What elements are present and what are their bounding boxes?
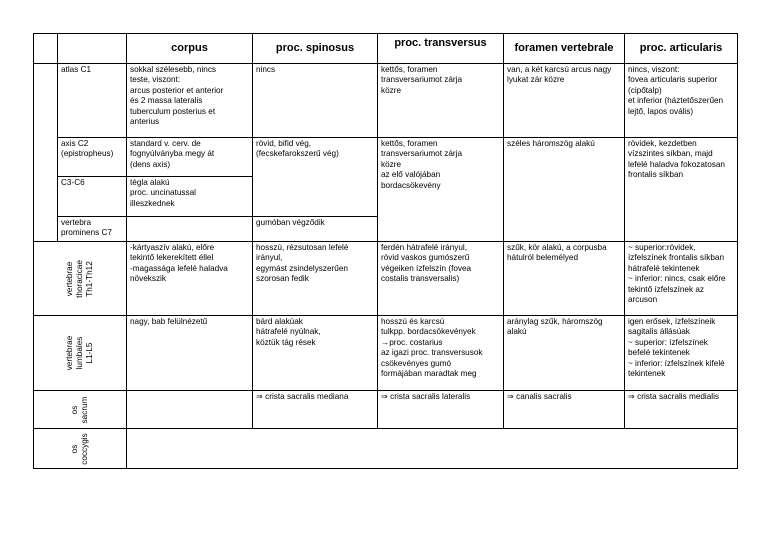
header-articularis: proc. articularis <box>625 34 738 64</box>
row-sacrum <box>34 391 738 429</box>
c3c6-corpus: tégla alakú proc. uncinatussal illeszkednek <box>127 177 253 217</box>
axis-corpus: standard v. cerv. de fognyúlványba megy át (dens axis) <box>127 138 253 177</box>
atlas-articularis: nincs, viszont: fovea articularis superior (cipőtalp) et inferior (háztetőszerűen lejtő, lapos ovális) <box>625 64 738 138</box>
coccyx-label-text: os coccygis <box>70 432 89 465</box>
header-foramen: foramen vertebrale <box>504 34 625 64</box>
header-spinosus: proc. spinosus <box>253 34 378 64</box>
row-coccyx <box>34 429 738 469</box>
lumbar-foramen: aránylag szűk, háromszög alakú <box>504 316 625 391</box>
sacrum-corpus <box>127 391 253 429</box>
thoracic-transversus: ferdén hátrafelé irányul, rövid vaskos gumószerű végeiken ízfelszín (fovea costalis transversalis) <box>378 242 504 316</box>
thoracic-foramen: szűk, kör alakú, a corpusba hátulról belemélyed <box>504 242 625 316</box>
label-c7: vertebra prominens C7 <box>58 217 127 242</box>
row-label-header <box>58 34 127 64</box>
corner-cell <box>34 34 58 64</box>
lumbar-transversus: hosszú és karcsú tulkpp. bordacsökevények →proc. costarius az igazi proc. transversusok csökevényes gumó formájában maradtak meg <box>378 316 504 391</box>
cervical-group-cell <box>34 64 58 242</box>
vertebrae-comparison-table <box>33 33 738 469</box>
label-thoracic <box>34 242 127 316</box>
thoracic-label-text: vertebrae thoracicae Th1-Th12 <box>65 259 94 298</box>
axis-spinosus: rövid, bifid vég, (fecskefarokszerű vég) <box>253 138 378 217</box>
sacrum-spinosus: ⇒ crista sacralis mediana <box>253 391 378 429</box>
label-sacrum <box>34 391 127 429</box>
sacrum-foramen: ⇒ canalis sacralis <box>504 391 625 429</box>
lumbar-label-text: vertebrae lumbales L1-L5 <box>65 335 94 371</box>
atlas-corpus: sokkal szélesebb, nincs teste, viszont: arcus posterior et anterior és 2 massa lateralis tuberculum posterius et anterius <box>127 64 253 138</box>
c7-corpus <box>127 217 253 242</box>
atlas-foramen: van, a két karcsú arcus nagy lyukat zár közre <box>504 64 625 138</box>
lumbar-spinosus: bárd alakúak hátrafelé nyúlnak, köztük tág rések <box>253 316 378 391</box>
coccyx-content <box>127 429 738 469</box>
label-lumbar <box>34 316 127 391</box>
thoracic-spinosus: hosszú, rézsutosan lefelé irányul, egymást zsindelyszerűen szorosan fedik <box>253 242 378 316</box>
header-row <box>34 34 738 64</box>
row-thoracic <box>34 242 738 316</box>
label-c3c6: C3-C6 <box>58 177 127 217</box>
axis-transversus: kettős, foramen transversariumot zárja közre az elő valójában bordacsökevény <box>378 138 504 242</box>
axis-foramen: széles háromszög alakú <box>504 138 625 242</box>
sacrum-articularis: ⇒ crista sacralis medialis <box>625 391 738 429</box>
thoracic-articularis: ~ superior:rövidek, ízfelszínek frontalis síkban hátrafelé tekintenek ~ inferior: nincs, csak előre tekintő ízfelszínek az arcuson <box>625 242 738 316</box>
row-lumbar <box>34 316 738 391</box>
header-corpus: corpus <box>127 34 253 64</box>
label-axis: axis C2 (epistropheus) <box>58 138 127 177</box>
axis-articularis: rövidek, kezdetben vízszintes síkban, majd lefelé haladva fokozatosan frontalis síkban <box>625 138 738 242</box>
sacrum-label-text: os sacrum <box>70 396 89 423</box>
thoracic-corpus: -kártyaszív alakú, előre tekintő lekerekített éllel -magassága lefelé haladva növekszik <box>127 242 253 316</box>
header-transversus: proc. transversus <box>378 34 504 64</box>
row-axis <box>34 138 738 177</box>
lumbar-articularis: igen erősek, ízfelszíneik sagitalis állásúak ~ superior: ízfelszínek befelé tekintenek ~ inferior: ízfelszínek kifelé tekintenek <box>625 316 738 391</box>
row-atlas <box>34 64 738 138</box>
c7-spinosus: gumóban végződik <box>253 217 378 242</box>
label-coccyx <box>34 429 127 469</box>
atlas-spinosus: nincs <box>253 64 378 138</box>
atlas-transversus: kettős, foramen transversariumot zárja közre <box>378 64 504 138</box>
label-atlas: atlas C1 <box>58 64 127 138</box>
sacrum-transversus: ⇒ crista sacralis lateralis <box>378 391 504 429</box>
lumbar-corpus: nagy, bab felülnézetű <box>127 316 253 391</box>
